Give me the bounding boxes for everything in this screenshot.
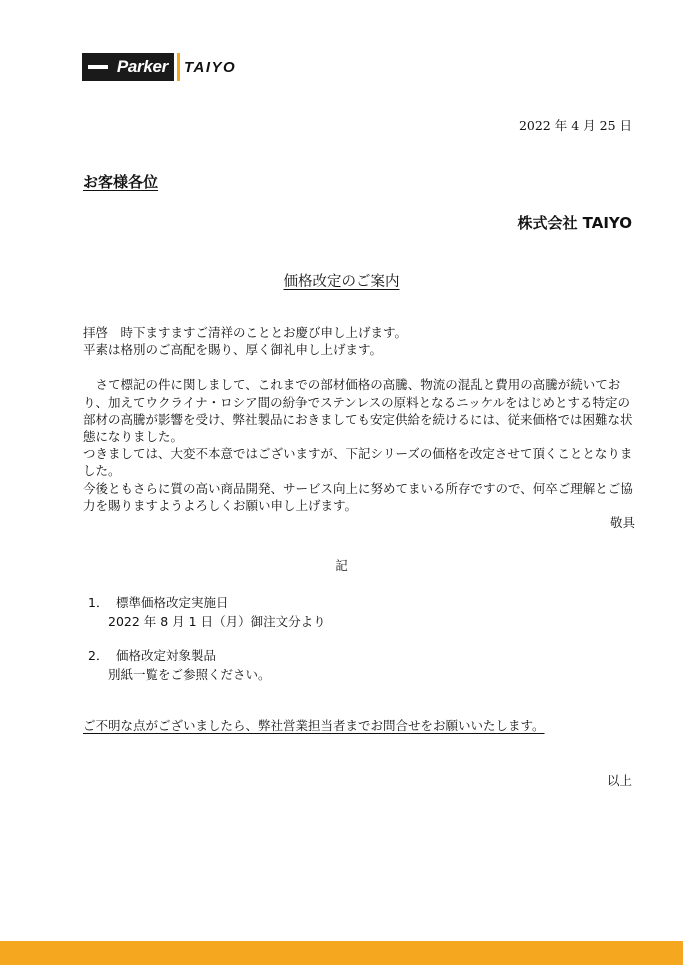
body-paragraph-3: 今後ともさらに質の高い商品開発、サービス向上に努めてまいる所存ですので、何卒ご理解とご協力を賜りますようよろしくお願い申し上げます。 (83, 480, 633, 513)
letter-title-row (0, 270, 683, 291)
item-number: 2． (88, 648, 109, 663)
body-paragraph-2: つきましては、大変不本意ではございますが、下記シリーズの価格を改定させて頂くこととなりました。 (83, 446, 633, 479)
parker-logo: Parker (82, 53, 174, 81)
letter-body (83, 324, 635, 531)
logo-divider (177, 53, 180, 81)
item-heading: 価格改定対象製品 (116, 648, 217, 663)
taiyo-logo: TAIYO (184, 58, 237, 76)
contact-notice: ご不明な点がございましたら、弊社営業担当者までお問合せをお願いいたします。 (83, 718, 545, 733)
list-item (88, 646, 271, 684)
item-heading: 標準価格改定実施日 (116, 595, 229, 610)
recipient: お客様各位 (83, 173, 159, 191)
greeting-line-2: 平素は格別のご高配を賜り、厚く御礼申し上げます。 (83, 342, 383, 358)
company-logo (82, 52, 236, 82)
letter-title: 価格改定のご案内 (283, 274, 400, 290)
greeting-line-1: 拝啓 時下ますますご清祥のこととお慶び申し上げます。 (83, 325, 408, 340)
closing-ijou: 以上 (606, 773, 632, 788)
closing-keigu: 敬具 (609, 515, 635, 531)
footer-band (0, 941, 683, 965)
letter-date: 2022 年 4 月 25 日 (518, 118, 632, 133)
list-item (88, 593, 326, 631)
item-detail: 別紙一覧をご参照ください。 (108, 667, 271, 682)
ki-heading: 記 (335, 558, 348, 573)
sender-company: 株式会社 TAIYO (517, 214, 632, 232)
item-number: 1． (88, 595, 109, 610)
item-detail: 2022 年 8 月 1 日（月）御注文分より (108, 614, 326, 629)
body-paragraph-1: さて標記の件に関しまして、これまでの部材価格の高騰、物流の混乱と費用の高騰が続いており、加えてウクライナ・ロシア間の紛争でステンレスの原料となるニッケルをはじめとする特定の部材の高騰が影響を受け、弊社製品におきましても安定供給を続けるには、従来価格では困難な状態になりました。 (83, 377, 633, 445)
